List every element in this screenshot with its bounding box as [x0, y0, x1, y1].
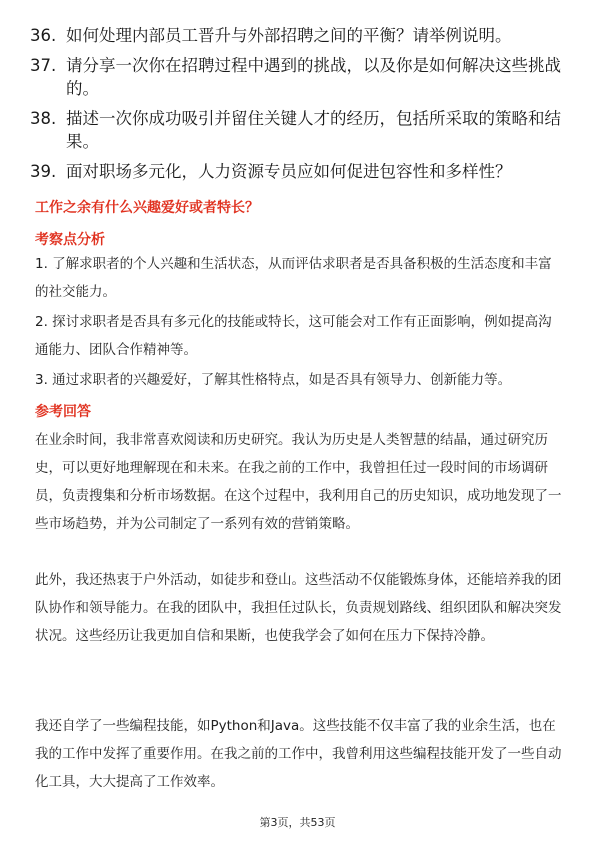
question-item	[30, 160, 570, 183]
question-item	[30, 107, 570, 153]
analysis-item: 1. 了解求职者的个人兴趣和生活状态，从而评估求职者是否具备积极的生活态度和丰富的社交能力。	[35, 256, 552, 300]
question-text: 面对职场多元化，人力资源专员应如何促进包容性和多样性？	[66, 162, 512, 181]
question-number: 38.	[30, 109, 57, 128]
section-title: 工作之余有什么兴趣爱好或者特长？	[35, 200, 259, 216]
answer-paragraph: 在业余时间，我非常喜欢阅读和历史研究。我认为历史是人类智慧的结晶，通过研究历史，可以更好地理解现在和未来。在我之前的工作中，我曾担任过一段时间的市场调研员，负责搜集和分析市场数据。在这个过程中，我利用自己的历史知识，成功地发现了一些市场趋势，并为公司制定了一系列有效的营销策略。	[35, 432, 562, 532]
question-number: 36.	[30, 26, 57, 45]
analysis-item: 3. 通过求职者的兴趣爱好，了解其性格特点，如是否具有领导力、创新能力等。	[35, 372, 512, 388]
question-number: 39.	[30, 162, 57, 181]
analysis-title: 考察点分析	[35, 232, 105, 248]
analysis-item: 2. 探讨求职者是否具有多元化的技能或特长，这可能会对工作有正面影响，例如提高沟通能力、团队合作精神等。	[35, 314, 552, 358]
answer-paragraph: 我还自学了一些编程技能，如Python和Java。这些技能不仅丰富了我的业余生活，也在我的工作中发挥了重要作用。在我之前的工作中，我曾利用这些编程技能开发了一些自动化工具，大大提高了工作效率。	[35, 718, 562, 790]
answer-title: 参考回答	[35, 404, 91, 420]
answer-paragraph: 此外，我还热衷于户外活动，如徒步和登山。这些活动不仅能锻炼身体，还能培养我的团队协作和领导能力。在我的团队中，我担任过队长，负责规划路线、组织团队和解决突发状况。这些经历让我更加自信和果断，也使我学会了如何在压力下保持冷静。	[35, 572, 562, 644]
question-list	[30, 24, 570, 190]
question-number: 37.	[30, 56, 57, 75]
question-item	[30, 54, 570, 100]
question-text: 如何处理内部员工晋升与外部招聘之间的平衡？请举例说明。	[66, 26, 512, 45]
page-footer: 第3页，共53页	[259, 816, 336, 829]
question-item	[30, 24, 570, 47]
question-text: 请分享一次你在招聘过程中遇到的挑战，以及你是如何解决这些挑战的。	[66, 56, 561, 98]
question-text: 描述一次你成功吸引并留住关键人才的经历，包括所采取的策略和结果。	[66, 109, 561, 151]
section-heading	[35, 198, 563, 218]
